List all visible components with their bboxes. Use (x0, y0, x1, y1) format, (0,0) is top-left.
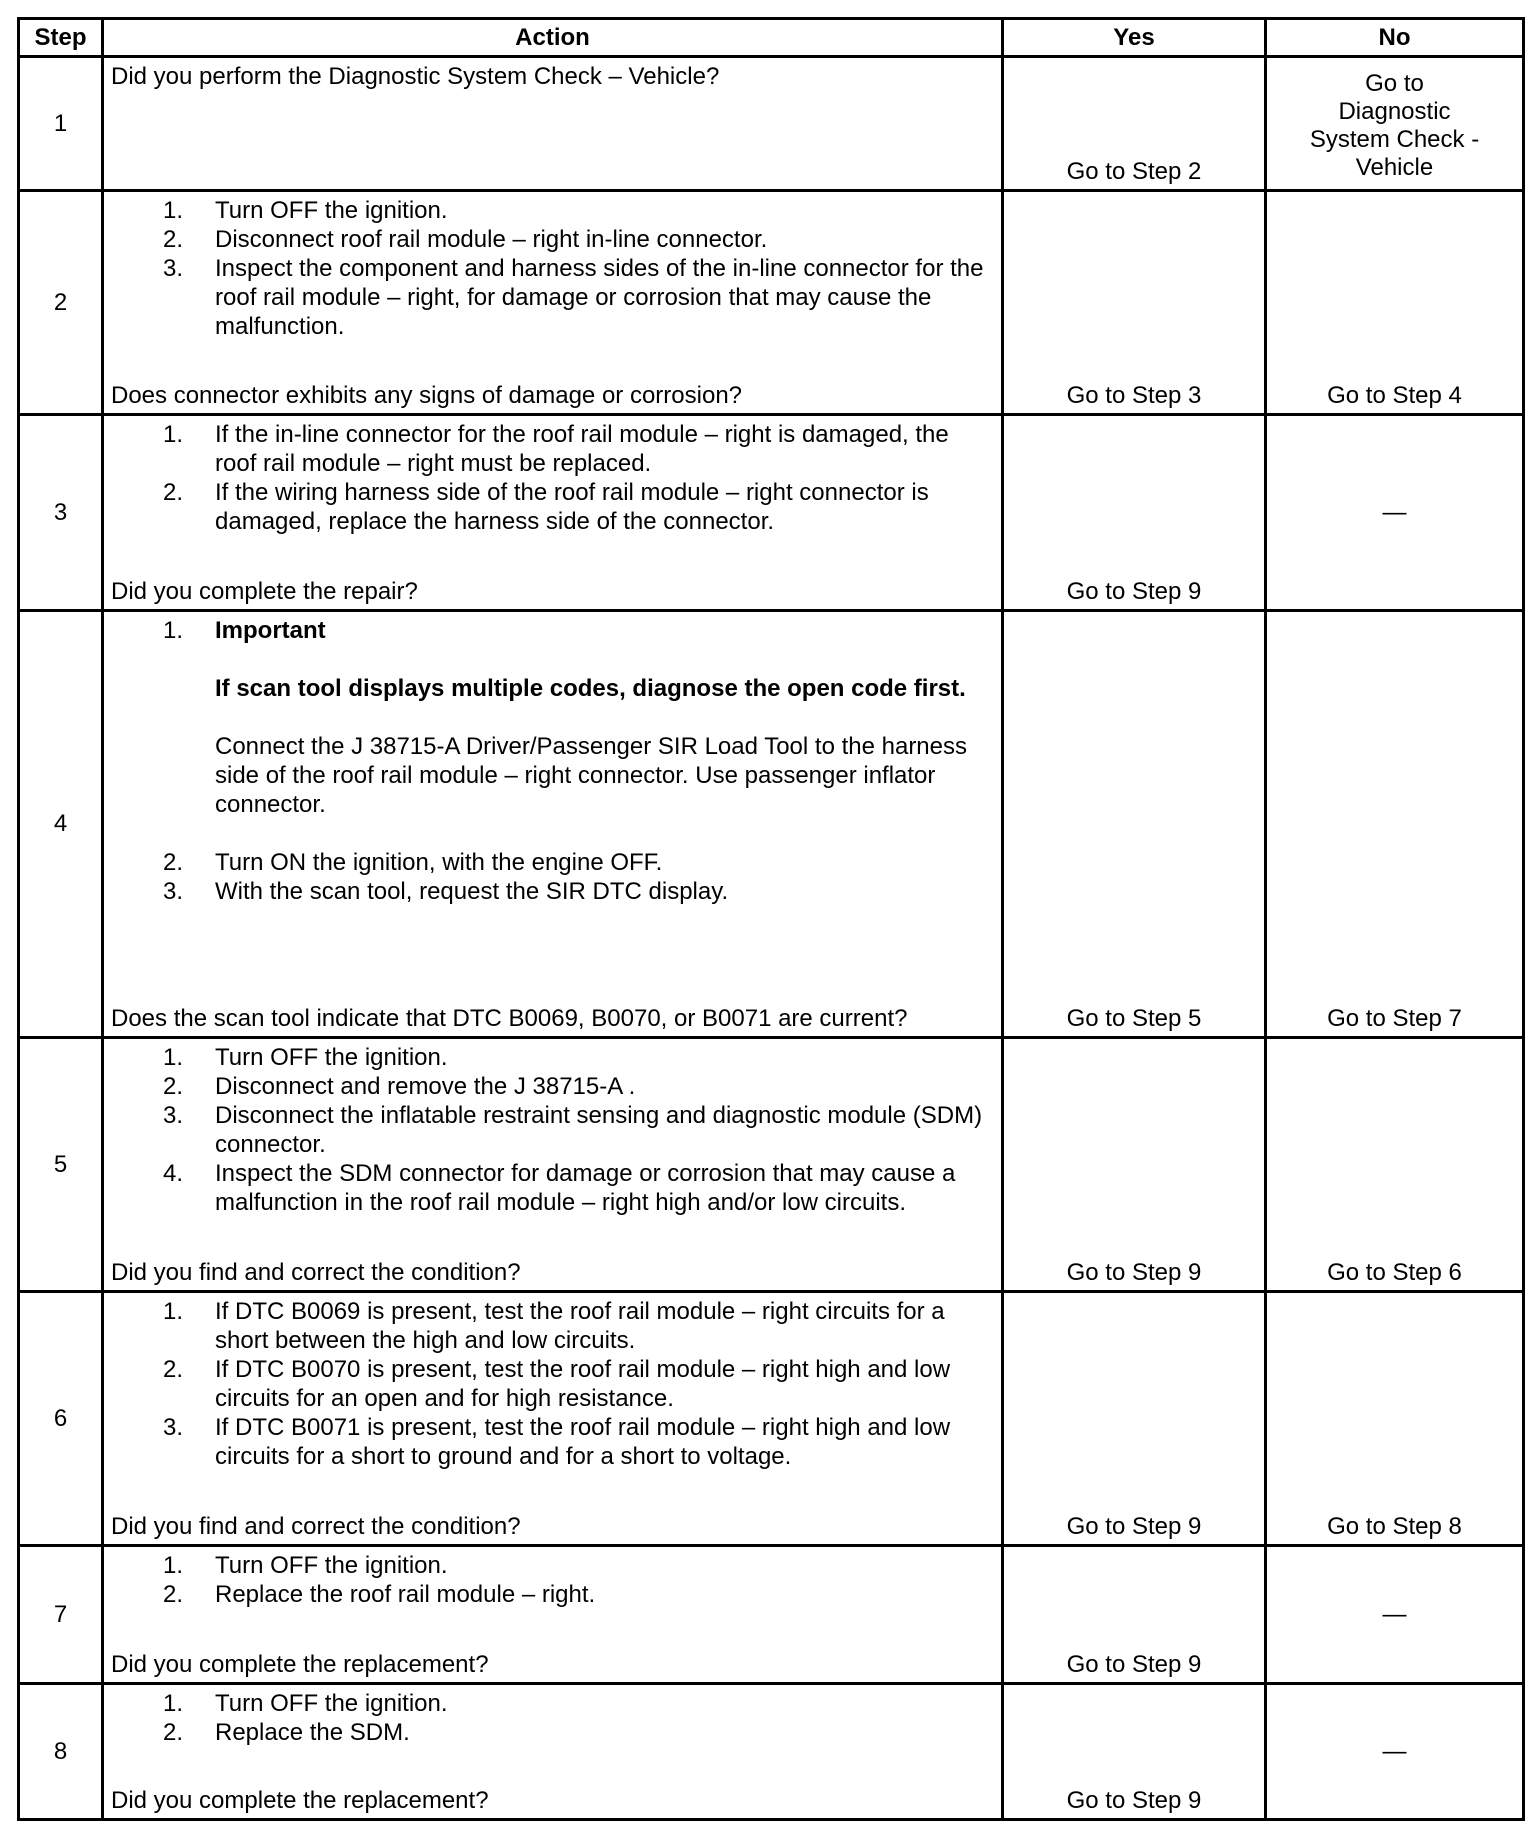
item-number: 1. (163, 617, 184, 644)
item-number: 1. (163, 1298, 184, 1325)
action-question: Did you find and correct the condition? (111, 1259, 521, 1286)
item-text: Replace the SDM. (215, 1719, 410, 1746)
item-number: 1. (163, 1690, 184, 1717)
item-number: 2. (163, 849, 184, 876)
item-text: Replace the roof rail module – right. (215, 1581, 596, 1608)
item-text: Connect the J 38715-A Driver/Passenger SIR Load Tool to the harness side of the roof rail module – right connector. Use passenger inflator connector. (215, 733, 968, 818)
item-text: If DTC B0070 is present, test the roof rail module – right high and low circuits for an open and for high resistance. (215, 1356, 951, 1412)
item-number: 2. (163, 1581, 184, 1608)
list-item (111, 877, 996, 906)
action-steps (111, 616, 996, 906)
list-item (111, 1718, 996, 1747)
step-number: 6 (53, 1404, 68, 1432)
item-number: 1. (163, 421, 184, 448)
action-question: Does the scan tool indicate that DTC B0069, B0070, or B0071 are current? (111, 1005, 908, 1032)
yes-result: Go to Step 9 (1066, 1787, 1202, 1814)
action-question: Did you perform the Diagnostic System Check – Vehicle? (111, 63, 720, 90)
list-item (111, 1413, 996, 1471)
no-result: Go to Step 6 (1327, 1259, 1462, 1286)
item-number: 2. (163, 1073, 184, 1100)
list-item (111, 1689, 996, 1718)
item-text: With the scan tool, request the SIR DTC display. (215, 878, 729, 905)
item-number: 4. (163, 1160, 184, 1187)
item-number: 3. (163, 1414, 184, 1441)
yes-result: Go to Step 2 (1066, 158, 1202, 185)
no-result: Go to Step 4 (1327, 382, 1462, 409)
action-cell (104, 416, 1001, 609)
item-number: 2. (163, 226, 184, 253)
list-item (111, 1072, 996, 1101)
item-number: 3. (163, 255, 184, 282)
yes-result: Go to Step 9 (1066, 1651, 1202, 1678)
item-text: Inspect the SDM connector for damage or corrosion that may cause a malfunction in the roof rail module – right high and/or low circuits. (215, 1160, 956, 1216)
item-number: 1. (163, 1552, 184, 1579)
yes-result: Go to Step 9 (1066, 1513, 1202, 1540)
item-number: 2. (163, 479, 184, 506)
header-action: Action (515, 23, 590, 51)
no-result: — (1382, 498, 1407, 526)
step-number: 4 (53, 810, 68, 837)
action-question: Does connector exhibits any signs of damage or corrosion? (111, 382, 743, 409)
action-question: Did you find and correct the condition? (111, 1513, 521, 1540)
item-text: Inspect the component and harness sides of the in-line connector for the roof rail module – right, for damage or corrosion that may cause the malfunction. (215, 255, 984, 340)
no-result: Go to Step 7 (1327, 1005, 1462, 1032)
step-number: 1 (53, 109, 68, 137)
yes-result: Go to Step 9 (1066, 578, 1202, 605)
yes-result: Go to Step 5 (1066, 1005, 1202, 1032)
important-block (215, 616, 996, 819)
action-question: Did you complete the replacement? (111, 1787, 489, 1814)
action-cell (104, 1039, 1001, 1290)
list-item (111, 225, 996, 254)
yes-result: Go to Step 3 (1066, 382, 1202, 409)
item-number: 2. (163, 1719, 184, 1746)
item-text: If DTC B0069 is present, test the roof rail module – right circuits for a short between the high and low circuits. (215, 1298, 945, 1354)
action-cell (104, 1293, 1001, 1544)
action-cell (104, 1685, 1001, 1818)
item-number: 1. (163, 197, 184, 224)
important-title: Important (215, 617, 326, 644)
yes-result: Go to Step 9 (1066, 1259, 1202, 1286)
item-number: 3. (163, 878, 184, 905)
item-text: If the in-line connector for the roof rail module – right is damaged, the roof rail module – right must be replaced. (215, 421, 949, 477)
action-cell (104, 612, 1001, 1036)
list-item (111, 1297, 996, 1355)
item-text: Turn OFF the ignition. (215, 1044, 448, 1071)
item-text: Turn OFF the ignition. (215, 1690, 448, 1717)
list-item (111, 420, 996, 478)
action-steps (111, 1297, 996, 1471)
step-number: 5 (53, 1150, 68, 1178)
header-no: No (1378, 23, 1411, 51)
list-item (111, 478, 996, 536)
action-question: Did you complete the replacement? (111, 1651, 489, 1678)
list-item (111, 1580, 996, 1609)
list-item (111, 1043, 996, 1072)
important-note: If scan tool displays multiple codes, diagnose the open code first. (215, 675, 966, 702)
step-number: 2 (53, 288, 68, 316)
list-item (111, 848, 996, 877)
step-number: 7 (53, 1600, 68, 1628)
item-number: 2. (163, 1356, 184, 1383)
action-steps (111, 1689, 996, 1747)
item-number: 3. (163, 1102, 184, 1129)
no-result: Go to Step 8 (1327, 1513, 1462, 1540)
item-text: Disconnect and remove the J 38715-A . (215, 1073, 636, 1100)
action-question: Did you complete the repair? (111, 578, 418, 605)
item-text: Turn OFF the ignition. (215, 197, 448, 224)
item-text: Disconnect the inflatable restraint sensing and diagnostic module (SDM) connector. (215, 1102, 983, 1158)
item-text: Disconnect roof rail module – right in-line connector. (215, 226, 768, 253)
header-step: Step (34, 23, 87, 51)
action-steps (111, 1043, 996, 1217)
list-item (111, 1355, 996, 1413)
action-steps (111, 1551, 996, 1609)
action-cell (104, 58, 1001, 189)
item-text: Turn ON the ignition, with the engine OFF. (215, 849, 663, 876)
step-number: 3 (53, 498, 68, 526)
step-number: 8 (53, 1737, 68, 1765)
diagnostic-table (17, 17, 1525, 1821)
item-text: Turn OFF the ignition. (215, 1552, 448, 1579)
header-yes: Yes (1113, 23, 1155, 51)
item-text: If DTC B0071 is present, test the roof rail module – right high and low circuits for a short to ground and for a short to voltage. (215, 1414, 951, 1470)
list-item (111, 254, 996, 341)
list-item (111, 196, 996, 225)
no-result: Go to Diagnostic System Check - Vehicle (1309, 70, 1480, 181)
item-number: 1. (163, 1044, 184, 1071)
list-item (111, 1159, 996, 1217)
action-steps (111, 196, 996, 341)
action-cell (104, 192, 1001, 413)
action-cell (104, 1547, 1001, 1682)
action-steps (111, 420, 996, 536)
no-result: — (1382, 1600, 1407, 1628)
no-result: — (1382, 1737, 1407, 1765)
list-item (111, 1101, 996, 1159)
item-text: If the wiring harness side of the roof rail module – right connector is damaged, replace the harness side of the connector. (215, 479, 929, 535)
list-item (111, 616, 996, 819)
list-item (111, 1551, 996, 1580)
